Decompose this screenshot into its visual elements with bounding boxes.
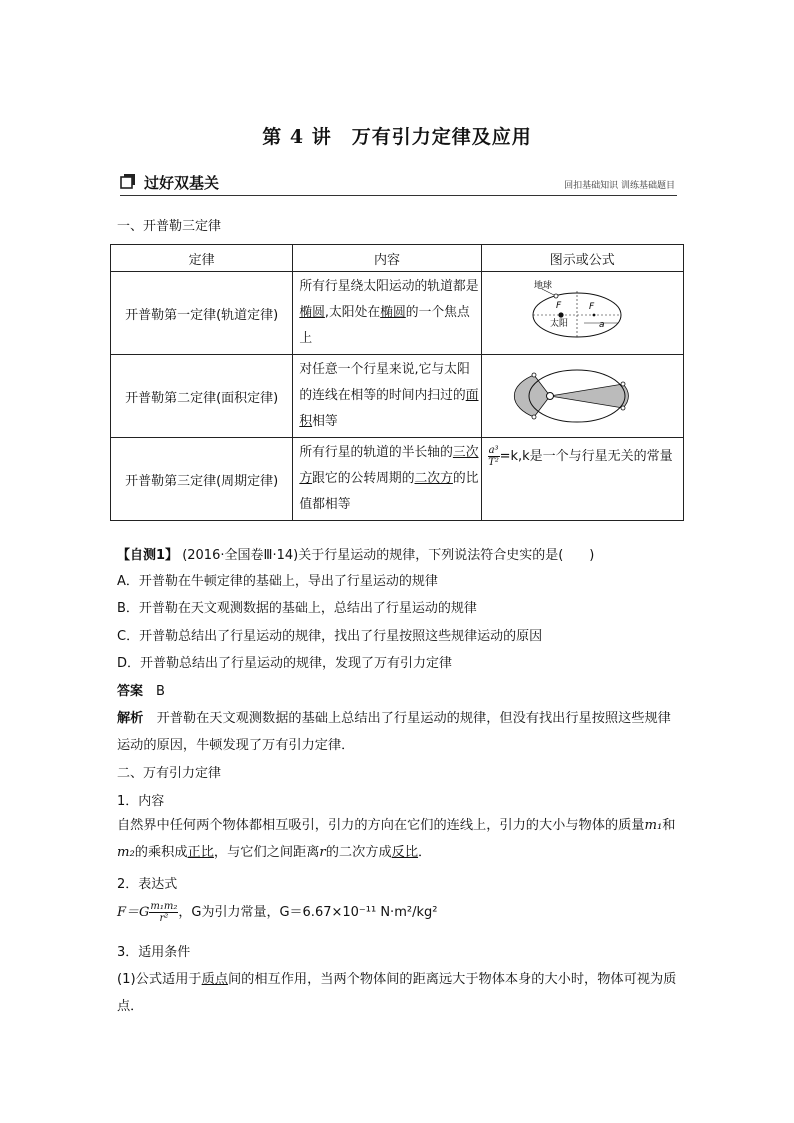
table-header: 图示或公式: [481, 245, 683, 272]
table-header: 定律: [111, 245, 293, 272]
ellipse-orbit-figure: [481, 272, 683, 355]
subheading-expression: 2．表达式: [117, 877, 178, 892]
table-header-row: [111, 245, 684, 272]
section-band: [120, 170, 677, 196]
exercise-question: [117, 547, 594, 565]
law-name: 开普勒第二定律(面积定律): [111, 355, 293, 438]
option-a: A．开普勒在牛顿定律的基础上，导出了行星运动的规律: [117, 574, 438, 589]
condition-1: (1)公式适用于质点间的相互作用，当两个物体间的距离远大于物体本身的大小时，物体可视为质点．: [117, 972, 677, 1014]
part1-heading: 一、开普勒三定律: [117, 219, 222, 234]
label-sun: 太阳: [549, 319, 568, 329]
gravity-formula: F＝G $\frac{\text{m₁m₂}}{\text{r²}}$ ，G为引力常量，G＝6.67×10⁻¹¹ N·m²/kg²: [117, 901, 438, 924]
law-content: 对任意一个行星来说,它与太阳的连线在相等的时间内扫过的面积相等: [293, 355, 481, 438]
area-law-figure: [481, 355, 683, 438]
analysis: 解析 开普勒在天文观测数据的基础上总结出了行星运动的规律，但没有找出行星按照这些规律运动的原因，牛顿发现了万有引力定律．: [117, 711, 671, 753]
formula-fraction: $\frac{\text{a³}}{\text{T²}}$: [488, 445, 499, 468]
exercise-text: 关于行星运动的规律，下列说法符合史实的是( ): [298, 548, 595, 563]
label-earth: 地球: [533, 281, 552, 291]
table-header: 内容: [293, 245, 481, 272]
section-square-icon: [120, 173, 136, 189]
subheading-content: 1．内容: [117, 794, 165, 809]
kepler-laws-table: [110, 244, 684, 521]
option-d: D．开普勒总结出了行星运动的规律，发现了万有引力定律: [117, 656, 453, 671]
page-title: 第 4 讲 万有引力定律及应用: [262, 126, 532, 148]
orbit-diagram: [482, 273, 672, 353]
law-content: 所有行星的轨道的半长轴的三次方跟它的公转周期的二次方的比值都相等: [293, 438, 481, 521]
gravity-law-content: 自然界中任何两个物体都相互吸引，引力的方向在它们的连线上，引力的大小与物体的质量m₁和m₂的乘积成正比，与它们之间距离r的二次方成反比．: [117, 818, 676, 860]
label-f1: F: [555, 301, 561, 311]
answer: 答案 B: [117, 684, 165, 699]
table-row: [111, 272, 684, 355]
law-name: 开普勒第三定律(周期定律): [111, 438, 293, 521]
area-diagram: [482, 356, 672, 436]
option-b: B．开普勒在天文观测数据的基础上，总结出了行星运动的规律: [117, 601, 477, 616]
exercise-label: 【自测1】: [117, 548, 179, 563]
kepler-third-formula: [481, 438, 683, 521]
label-f2: F: [588, 302, 594, 312]
law-name: 开普勒第一定律(轨道定律): [111, 272, 293, 355]
law-content: 所有行星绕太阳运动的轨道都是椭圆,太阳处在椭圆的一个焦点上: [293, 272, 481, 355]
table-row: [111, 355, 684, 438]
table-row: [111, 438, 684, 521]
section-divider: [120, 195, 677, 196]
part2-heading: 二、万有引力定律: [117, 766, 222, 781]
label-a: a: [598, 320, 605, 330]
formula-fraction: $\frac{\text{m₁m₂}}{\text{r²}}$: [150, 901, 178, 924]
option-c: C．开普勒总结出了行星运动的规律，找出了行星按照这些规律运动的原因: [117, 629, 543, 644]
exercise-source: (2016·全国卷Ⅲ·14): [182, 548, 299, 563]
section-subtitle: 回扣基础知识 训练基础题目: [564, 181, 675, 191]
subheading-conditions: 3．适用条件: [117, 945, 191, 960]
formula-text: =k,k是一个与行星无关的常量: [499, 449, 673, 464]
section-title: 过好双基关: [144, 174, 220, 192]
